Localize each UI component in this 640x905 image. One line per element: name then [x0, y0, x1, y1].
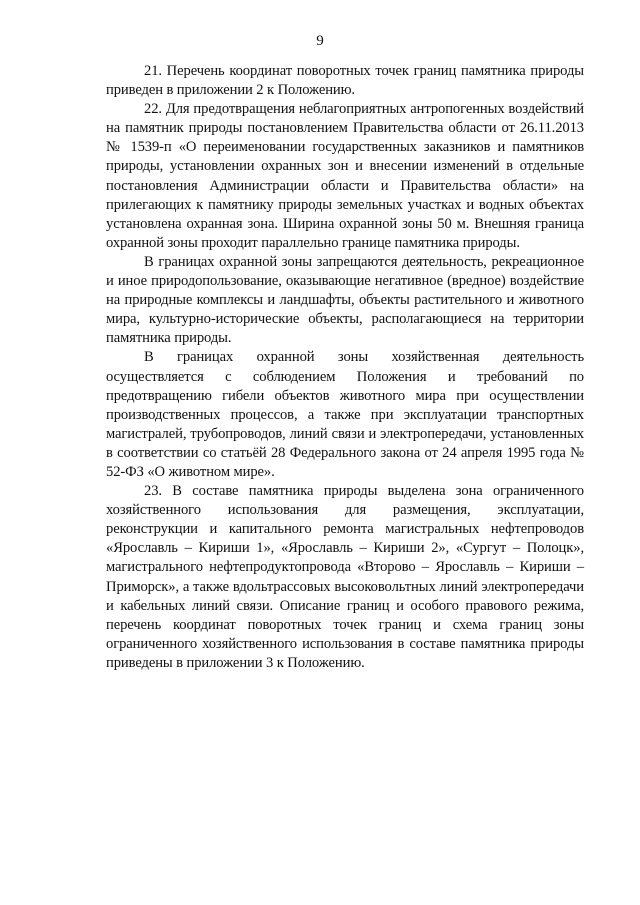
paragraph-22: 22. Для предотвращения неблагоприятных антропогенных воздействий на памятник природы постановлением Правительства области от 26.11.2013 № 1539-п «О переименовании государственных заказников и памятников природы, установлении охранных зон и внесении изменений в отдельные постановления Администрации области и Правительства области» на прилегающих к памятнику природы земельных участках и водных объектах установлена охранная зона. Ширина охранной зоны 50 м. Внешняя граница охранной зоны проходит параллельно границе памятника природы.	[106, 101, 584, 251]
paragraph-protection-zone-prohibitions: В границах охранной зоны запрещаются деятельность, рекреационное и иное природопользование, оказывающие негативное (вредное) воздействие на природные комплексы и ландшафты, объекты растительного и животного мира, культурно-исторические объекты, располагающиеся на территории памятника природы.	[106, 253, 584, 347]
paragraph-protection-zone-activity: В границах охранной зоны хозяйственная деятельность осуществляется с соблюдением Положения и требований по предотвращению гибели объектов животного мира при осуществлении производственных процессов, а также при эксплуатации транспортных магистралей, трубопроводов, линий связи и электропередачи, установленных в соответствии со статьёй 28 Федерального закона от 24 апреля 1995 года № 52-ФЗ «О животном мире».	[106, 349, 584, 480]
document-body	[106, 62, 584, 673]
page-number: 9	[316, 33, 324, 49]
paragraph-23: 23. В составе памятника природы выделена зона ограниченного хозяйственного использования для размещения, эксплуатации, реконструкции и капитального ремонта магистральных нефтепроводов «Ярославль – Кириши 1», «Ярославль – Кириши 2», «Сургут – Полоцк», магистрального нефтепродуктопровода «Второво – Ярославль – Кириши – Приморск», а также вдольтрассовых высоковольтных линий электропередачи и кабельных линий связи. Описание границ и особого правового режима, перечень координат поворотных точек границ и схема границ зоны ограниченного хозяйственного использования в составе памятника природы приведены в приложении 3 к Положению.	[106, 483, 584, 671]
paragraph-21: 21. Перечень координат поворотных точек границ памятника природы приведен в приложении 2 к Положению.	[106, 63, 584, 99]
